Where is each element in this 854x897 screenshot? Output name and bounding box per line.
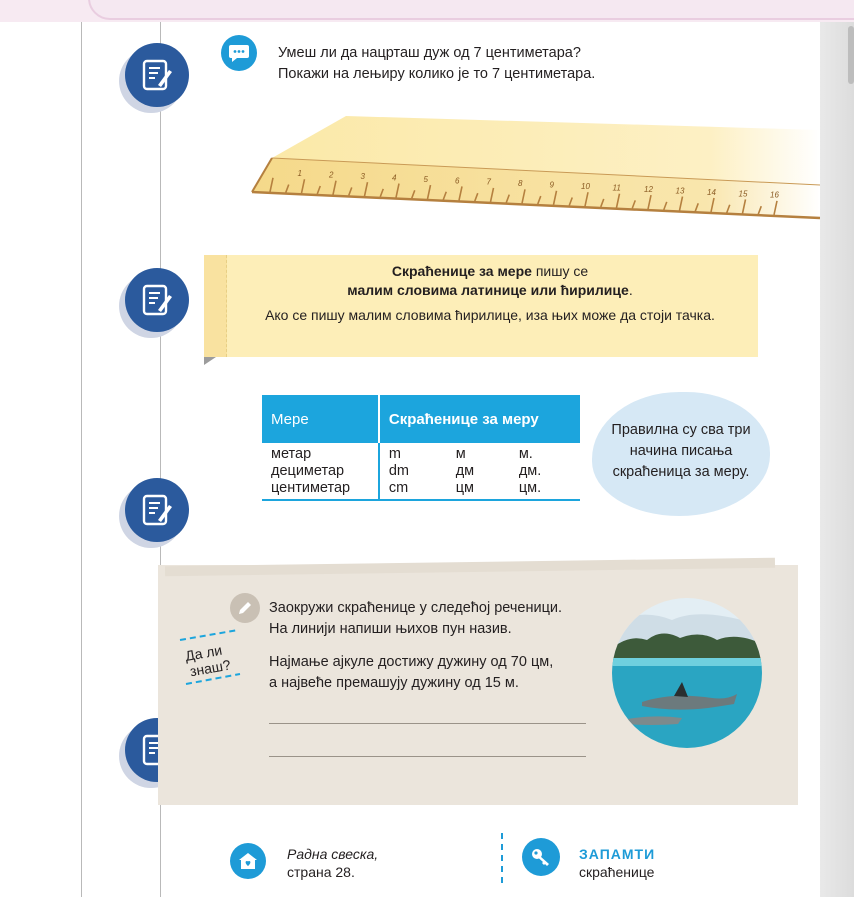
ruler-illustration — [240, 100, 820, 230]
did-you-know-label: Да ли — [183, 641, 224, 664]
ruler-number: 14 — [707, 187, 716, 197]
ruler-number: 13 — [675, 186, 685, 196]
remember-title: ЗАПАМТИ — [579, 846, 656, 862]
note-fold — [204, 357, 216, 365]
ruler-number: 3 — [360, 171, 365, 181]
table-cell: цм. — [510, 480, 580, 500]
ruler-number: 5 — [423, 174, 428, 184]
ruler-number: 16 — [770, 190, 779, 200]
note-text — [226, 262, 754, 331]
ruler-number: 8 — [518, 179, 523, 189]
ruler-number: 2 — [329, 170, 334, 180]
table-cell: центиметар — [262, 480, 379, 500]
table-cell: дм. — [518, 463, 542, 479]
ruler-number: 4 — [392, 173, 397, 183]
workbook-title: Радна свеска, — [287, 846, 379, 862]
table-cell: цм — [447, 480, 510, 500]
table-cell: м — [455, 446, 466, 462]
table-cell: метар — [262, 443, 379, 463]
table-cell: dm — [388, 463, 410, 479]
question-line: Умеш ли да нацрташ дуж од 7 центиметара? — [278, 45, 581, 61]
shark-photo — [612, 598, 762, 748]
notebook-icon[interactable] — [125, 43, 189, 107]
table-cell: дм — [455, 463, 475, 479]
task-line: а највеће премашују дужину од 15 м. — [269, 675, 519, 691]
ruler-number: 6 — [455, 176, 460, 186]
table-row — [262, 463, 580, 480]
notebook-icon[interactable] — [125, 478, 189, 542]
ruler-number: 1 — [297, 169, 302, 179]
question-text — [278, 43, 698, 85]
task-text — [269, 598, 619, 706]
top-banner-tab — [88, 0, 854, 20]
note-paragraph: Ако се пишу малим словима ћирилице, иза њих може да стоји тачка. — [265, 307, 715, 323]
did-you-know-badge — [174, 628, 244, 688]
workbook-page: страна 28. — [287, 864, 355, 880]
speech-bubble-icon — [221, 35, 257, 71]
abbreviation-table — [262, 395, 580, 501]
task-line: Најмање ајкуле достижу дужину од 70 цм, — [269, 654, 554, 670]
table-cell: cm — [379, 480, 447, 500]
answer-line[interactable] — [269, 756, 586, 757]
table-cell: дециметар — [262, 463, 379, 480]
answer-line[interactable] — [269, 723, 586, 724]
note-span: пишу се — [531, 263, 589, 279]
pencil-icon — [230, 593, 260, 623]
task-line: На линији напиши њихов пун назив. — [269, 621, 512, 637]
remember-box — [579, 845, 655, 881]
ruler-number: 11 — [612, 183, 621, 193]
ruler-number: 7 — [486, 177, 491, 187]
table-cell: м. — [518, 446, 533, 462]
table-header-abbr: Скраћенице за меру — [379, 395, 580, 443]
did-you-know-label: знаш? — [188, 656, 232, 680]
note-bold: Скраћенице за мере — [391, 263, 532, 279]
note-span: . — [628, 282, 633, 298]
note-bold: малим словима латинице или ћирилице — [347, 282, 629, 298]
notebook-icon[interactable] — [125, 268, 189, 332]
top-banner — [0, 0, 854, 22]
scrollbar-track[interactable] — [820, 22, 854, 897]
note-tape — [204, 255, 227, 357]
table-row — [262, 443, 580, 463]
cloud-text: Правилна су сва три начина писања скраћеница за меру. — [611, 422, 751, 480]
ruler-number: 10 — [581, 182, 590, 192]
workbook-reference — [287, 845, 378, 881]
scrollbar-thumb[interactable] — [848, 26, 854, 84]
footer-divider — [501, 833, 503, 883]
ruler-number: 9 — [549, 180, 554, 190]
table-cell: m — [388, 446, 401, 462]
table-row — [262, 480, 580, 500]
table-header-measures: Мере — [262, 395, 379, 443]
house-icon[interactable] — [230, 843, 266, 879]
question-line: Покажи на лењиру колико је то 7 центиметара. — [278, 66, 596, 82]
ruler-number: 12 — [644, 184, 653, 194]
key-icon[interactable] — [522, 838, 560, 876]
margin-line-left — [81, 22, 82, 897]
task-line: Заокружи скраћенице у следећој реченици. — [269, 600, 563, 616]
ruler-number: 15 — [738, 189, 748, 199]
remember-text: скраћенице — [579, 864, 655, 880]
